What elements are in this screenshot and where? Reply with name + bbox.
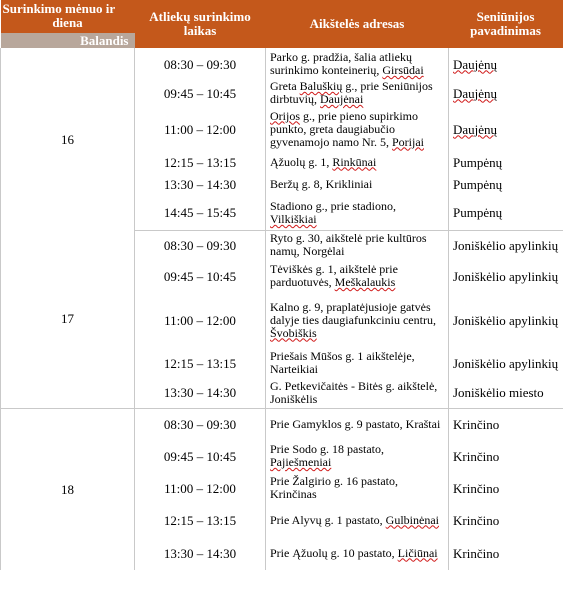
eldership-cell: Daujėnų xyxy=(453,85,498,101)
eldership-cell: Krinčino xyxy=(453,512,500,528)
address-cell: Priešais Mūšos g. 1 aikštelėje, Narteikiai xyxy=(266,348,449,378)
header-month: Balandis xyxy=(1,33,135,48)
day-cell: 18 xyxy=(1,408,135,570)
eldership-cell: Pumpėnų xyxy=(449,196,563,230)
header-date-line2: diena xyxy=(52,15,83,30)
address-cell: Ryto g. 30, aikštelė prie kultūros namų, Norgėlai xyxy=(266,230,449,260)
address-cell: Greta Baluškių g., prie Seniūnijos dirbtuvių, Daujėnai xyxy=(266,80,449,106)
table-row xyxy=(1,48,563,80)
time-cell: 08:30 – 09:30 xyxy=(135,48,266,80)
day-cell: 16 xyxy=(1,48,135,230)
eldership-cell: Joniškėlio apylinkių xyxy=(453,355,559,371)
time-cell: 12:15 – 13:15 xyxy=(135,152,266,172)
address-cell: Prie Gamyklos g. 9 pastato, Kraštai xyxy=(266,408,449,440)
time-cell: 12:15 – 13:15 xyxy=(135,504,266,536)
address-cell: Prie Žalgirio g. 16 pastato, Krinčinas xyxy=(266,472,449,504)
time-cell: 11:00 – 12:00 xyxy=(135,472,266,504)
address-cell: Kalno g. 9, praplatėjusioje gatvės dalyje ties daugiafunkciniu centru, Švobiškis xyxy=(266,292,449,348)
time-cell: 11:00 – 12:00 xyxy=(135,106,266,152)
table-row xyxy=(1,230,563,260)
address-cell: Ąžuolų g. 1, Rinkūnai xyxy=(266,152,449,172)
time-cell: 12:15 – 13:15 xyxy=(135,348,266,378)
eldership-cell: Daujėnų xyxy=(453,56,498,72)
time-cell: 09:45 – 10:45 xyxy=(135,440,266,472)
time-cell: 13:30 – 14:30 xyxy=(135,172,266,196)
eldership-cell: Daujėnų xyxy=(453,121,498,137)
header-date-line1: Surinkimo mėnuo ir xyxy=(2,1,116,16)
time-cell: 14:45 – 15:45 xyxy=(135,196,266,230)
eldership-cell: Krinčino xyxy=(453,480,500,496)
eldership-cell: Pumpėnų xyxy=(453,176,503,192)
eldership-cell: Joniškėlio miesto xyxy=(449,378,563,408)
time-cell: 08:30 – 09:30 xyxy=(135,230,266,260)
time-cell: 09:45 – 10:45 xyxy=(135,260,266,292)
eldership-cell: Pumpėnų xyxy=(453,154,503,170)
time-cell: 11:00 – 12:00 xyxy=(135,292,266,348)
address-cell: Prie Alyvų g. 1 pastato, Gulbinėnai xyxy=(266,504,449,536)
table-row xyxy=(1,408,563,440)
eldership-cell: Joniškėlio apylinkių xyxy=(453,237,559,253)
address-cell: Beržų g. 8, Krikliniai xyxy=(266,172,449,196)
eldership-cell: Joniškėlio apylinkių xyxy=(453,268,559,284)
header-eldership: Seniūnijos pavadinimas xyxy=(449,0,563,48)
day-cell: 17 xyxy=(1,230,135,408)
address-cell: Prie Sodo g. 18 pastato, Pajiešmeniai xyxy=(266,440,449,472)
address-cell: Prie Ąžuolų g. 10 pastato, Ličiūnai xyxy=(266,536,449,570)
header-address: Aikštelės adresas xyxy=(266,0,449,48)
time-cell: 09:45 – 10:45 xyxy=(135,80,266,106)
time-cell: 08:30 – 09:30 xyxy=(135,408,266,440)
header-row xyxy=(1,0,563,48)
address-cell: Stadiono g., prie stadiono, Vilkiškiai xyxy=(266,196,449,230)
time-cell: 13:30 – 14:30 xyxy=(135,378,266,408)
address-cell: Tėviškės g. 1, aikštelė prie parduotuvės, Meškalaukis xyxy=(266,260,449,292)
header-date xyxy=(1,0,135,48)
address-cell: Orijos g., prie pieno supirkimo punkto, greta daugiabučio gyvenamojo namo Nr. 5, Porijai xyxy=(266,106,449,152)
eldership-cell: Krinčino xyxy=(453,545,500,561)
eldership-cell: Joniškėlio apylinkių xyxy=(453,312,559,328)
address-cell: G. Petkevičaitės - Bitės g. aikštelė, Joniškėlis xyxy=(266,378,449,408)
address-cell: Parko g. pradžia, šalia atliekų surinkimo konteinerių, Girsūdai xyxy=(266,48,449,80)
time-cell: 13:30 – 14:30 xyxy=(135,536,266,570)
eldership-cell: Krinčino xyxy=(453,448,500,464)
eldership-cell: Krinčino xyxy=(453,416,500,432)
header-time: Atliekų surinkimo laikas xyxy=(135,0,266,48)
